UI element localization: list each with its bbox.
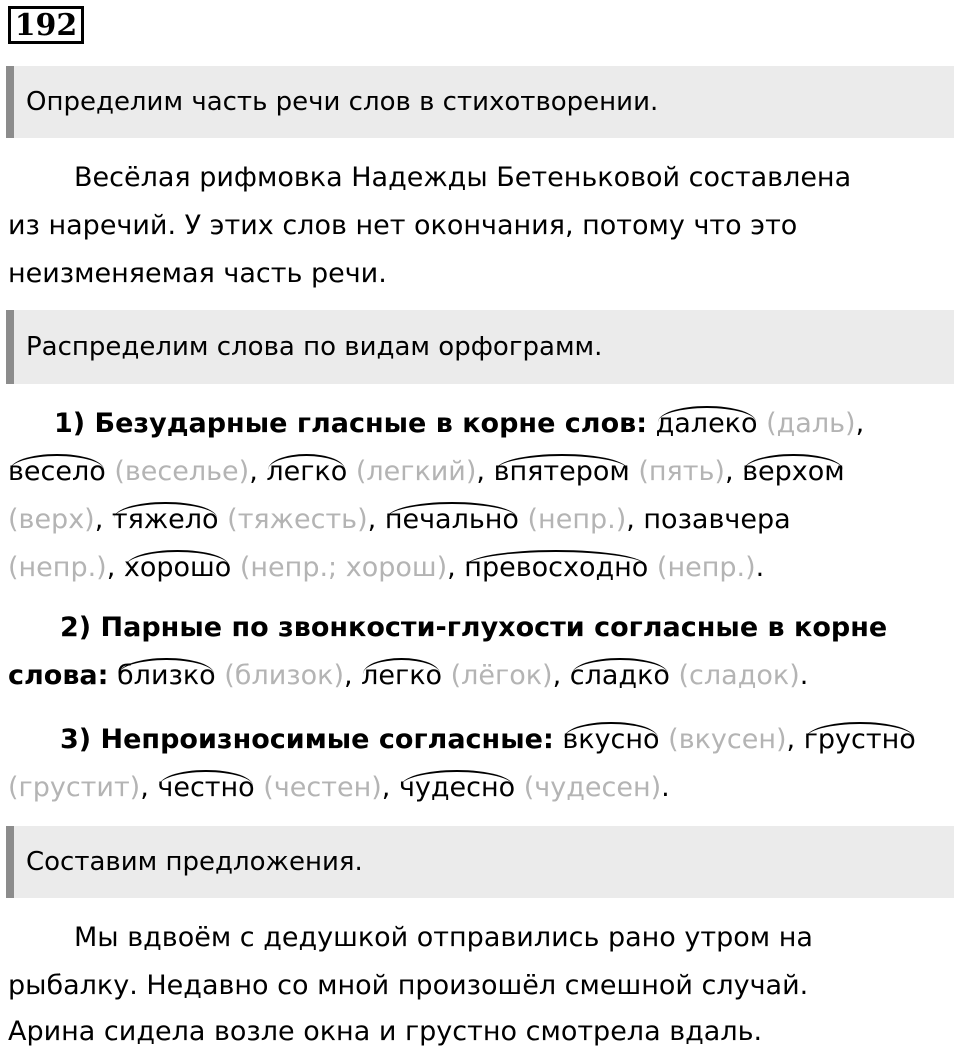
check-word: (легкий) [355, 456, 477, 487]
paragraph-line: Мы вдвоём с дедушкой отправились рано утром на [74, 922, 813, 953]
word: вкусно [562, 716, 659, 764]
check-word: (сладок) [678, 660, 800, 691]
word: легко [266, 448, 347, 496]
paragraph-line: Арина сидела возле окна и грустно смотрела вдаль. [8, 1016, 763, 1047]
check-word: (непр.) [8, 552, 107, 583]
task-number: 192 [8, 6, 84, 44]
paragraph-line: рыбалку. Недавно со мной произошёл смешной случай. [8, 970, 809, 1001]
word: сладко [570, 652, 670, 700]
check-word: (лёгок) [450, 660, 553, 691]
group-line: (верх), тяжело (тяжесть), печально (непр.), позавчера [8, 496, 791, 544]
check-word: (близок) [224, 660, 344, 691]
word: честно [157, 764, 254, 812]
group-line: весело (весельe), легко (легкий), впятером (пять), верхом [8, 448, 845, 496]
section-heading-spellings [6, 310, 954, 384]
group-title: 3) Непроизносимые согласные: [60, 724, 554, 755]
section-heading-part-of-speech [6, 66, 954, 138]
check-word: (честен) [263, 772, 382, 803]
group-title: 1) Безударные гласные в корне слов: [54, 408, 647, 439]
word: грустно [804, 716, 916, 764]
word: весело [8, 448, 106, 496]
group-line: (грустит), честно (честен), чудесно (чудесен). [8, 764, 670, 812]
check-word: (тяжесть) [227, 504, 368, 535]
section-heading-text: Составим предложения. [26, 847, 363, 877]
paragraph-line: неизменяемая часть речи. [8, 258, 387, 289]
group-title: 2) Парные по звонкости-глухости согласные в корне [60, 612, 888, 643]
paragraph-line: Весёлая рифмовка Надежды Бетеньковой составлена [74, 162, 852, 193]
word: впятером [494, 448, 630, 496]
check-word: (непр.) [656, 552, 756, 583]
word: тяжело [112, 496, 219, 544]
section-heading-text: Определим часть речи слов в стихотворении. [26, 87, 659, 117]
group-title: слова: [8, 660, 109, 691]
check-word: (пять) [638, 456, 725, 487]
group-line [60, 604, 887, 652]
word: печально [385, 496, 519, 544]
check-word: (непр.) [527, 504, 627, 535]
word: позавчера [643, 504, 791, 535]
word: близко [117, 652, 216, 700]
check-word: (грустит) [8, 772, 141, 803]
section-heading-text: Распределим слова по видам орфограмм. [26, 332, 603, 362]
group-line: 3) Непроизносимые согласные: вкусно (вкусен), грустно [60, 716, 916, 764]
word: далеко [656, 400, 758, 448]
check-word: (весельe) [114, 456, 250, 487]
check-word: (непр.; хорош) [239, 552, 448, 583]
word: хорошо [124, 544, 231, 592]
word: превосходно [464, 544, 648, 592]
check-word: (вкусен) [668, 724, 787, 755]
group-line: 1) Безударные гласные в корне слов: далеко (даль), [54, 400, 864, 448]
check-word: (чудесен) [523, 772, 662, 803]
word: чудесно [399, 764, 515, 812]
paragraph-line: из наречий. У этих слов нет окончания, потому что это [8, 210, 798, 241]
group-line: (непр.), хорошо (непр.; хорош), превосходно (непр.). [8, 544, 764, 592]
section-heading-sentences [6, 826, 954, 898]
word: верхом [742, 448, 845, 496]
word: легко [361, 652, 442, 700]
group-line: слова: близко (близок), легко (лёгок), сладко (сладок). [8, 652, 808, 700]
check-word: (верх) [8, 504, 95, 535]
check-word: (даль) [766, 408, 856, 439]
